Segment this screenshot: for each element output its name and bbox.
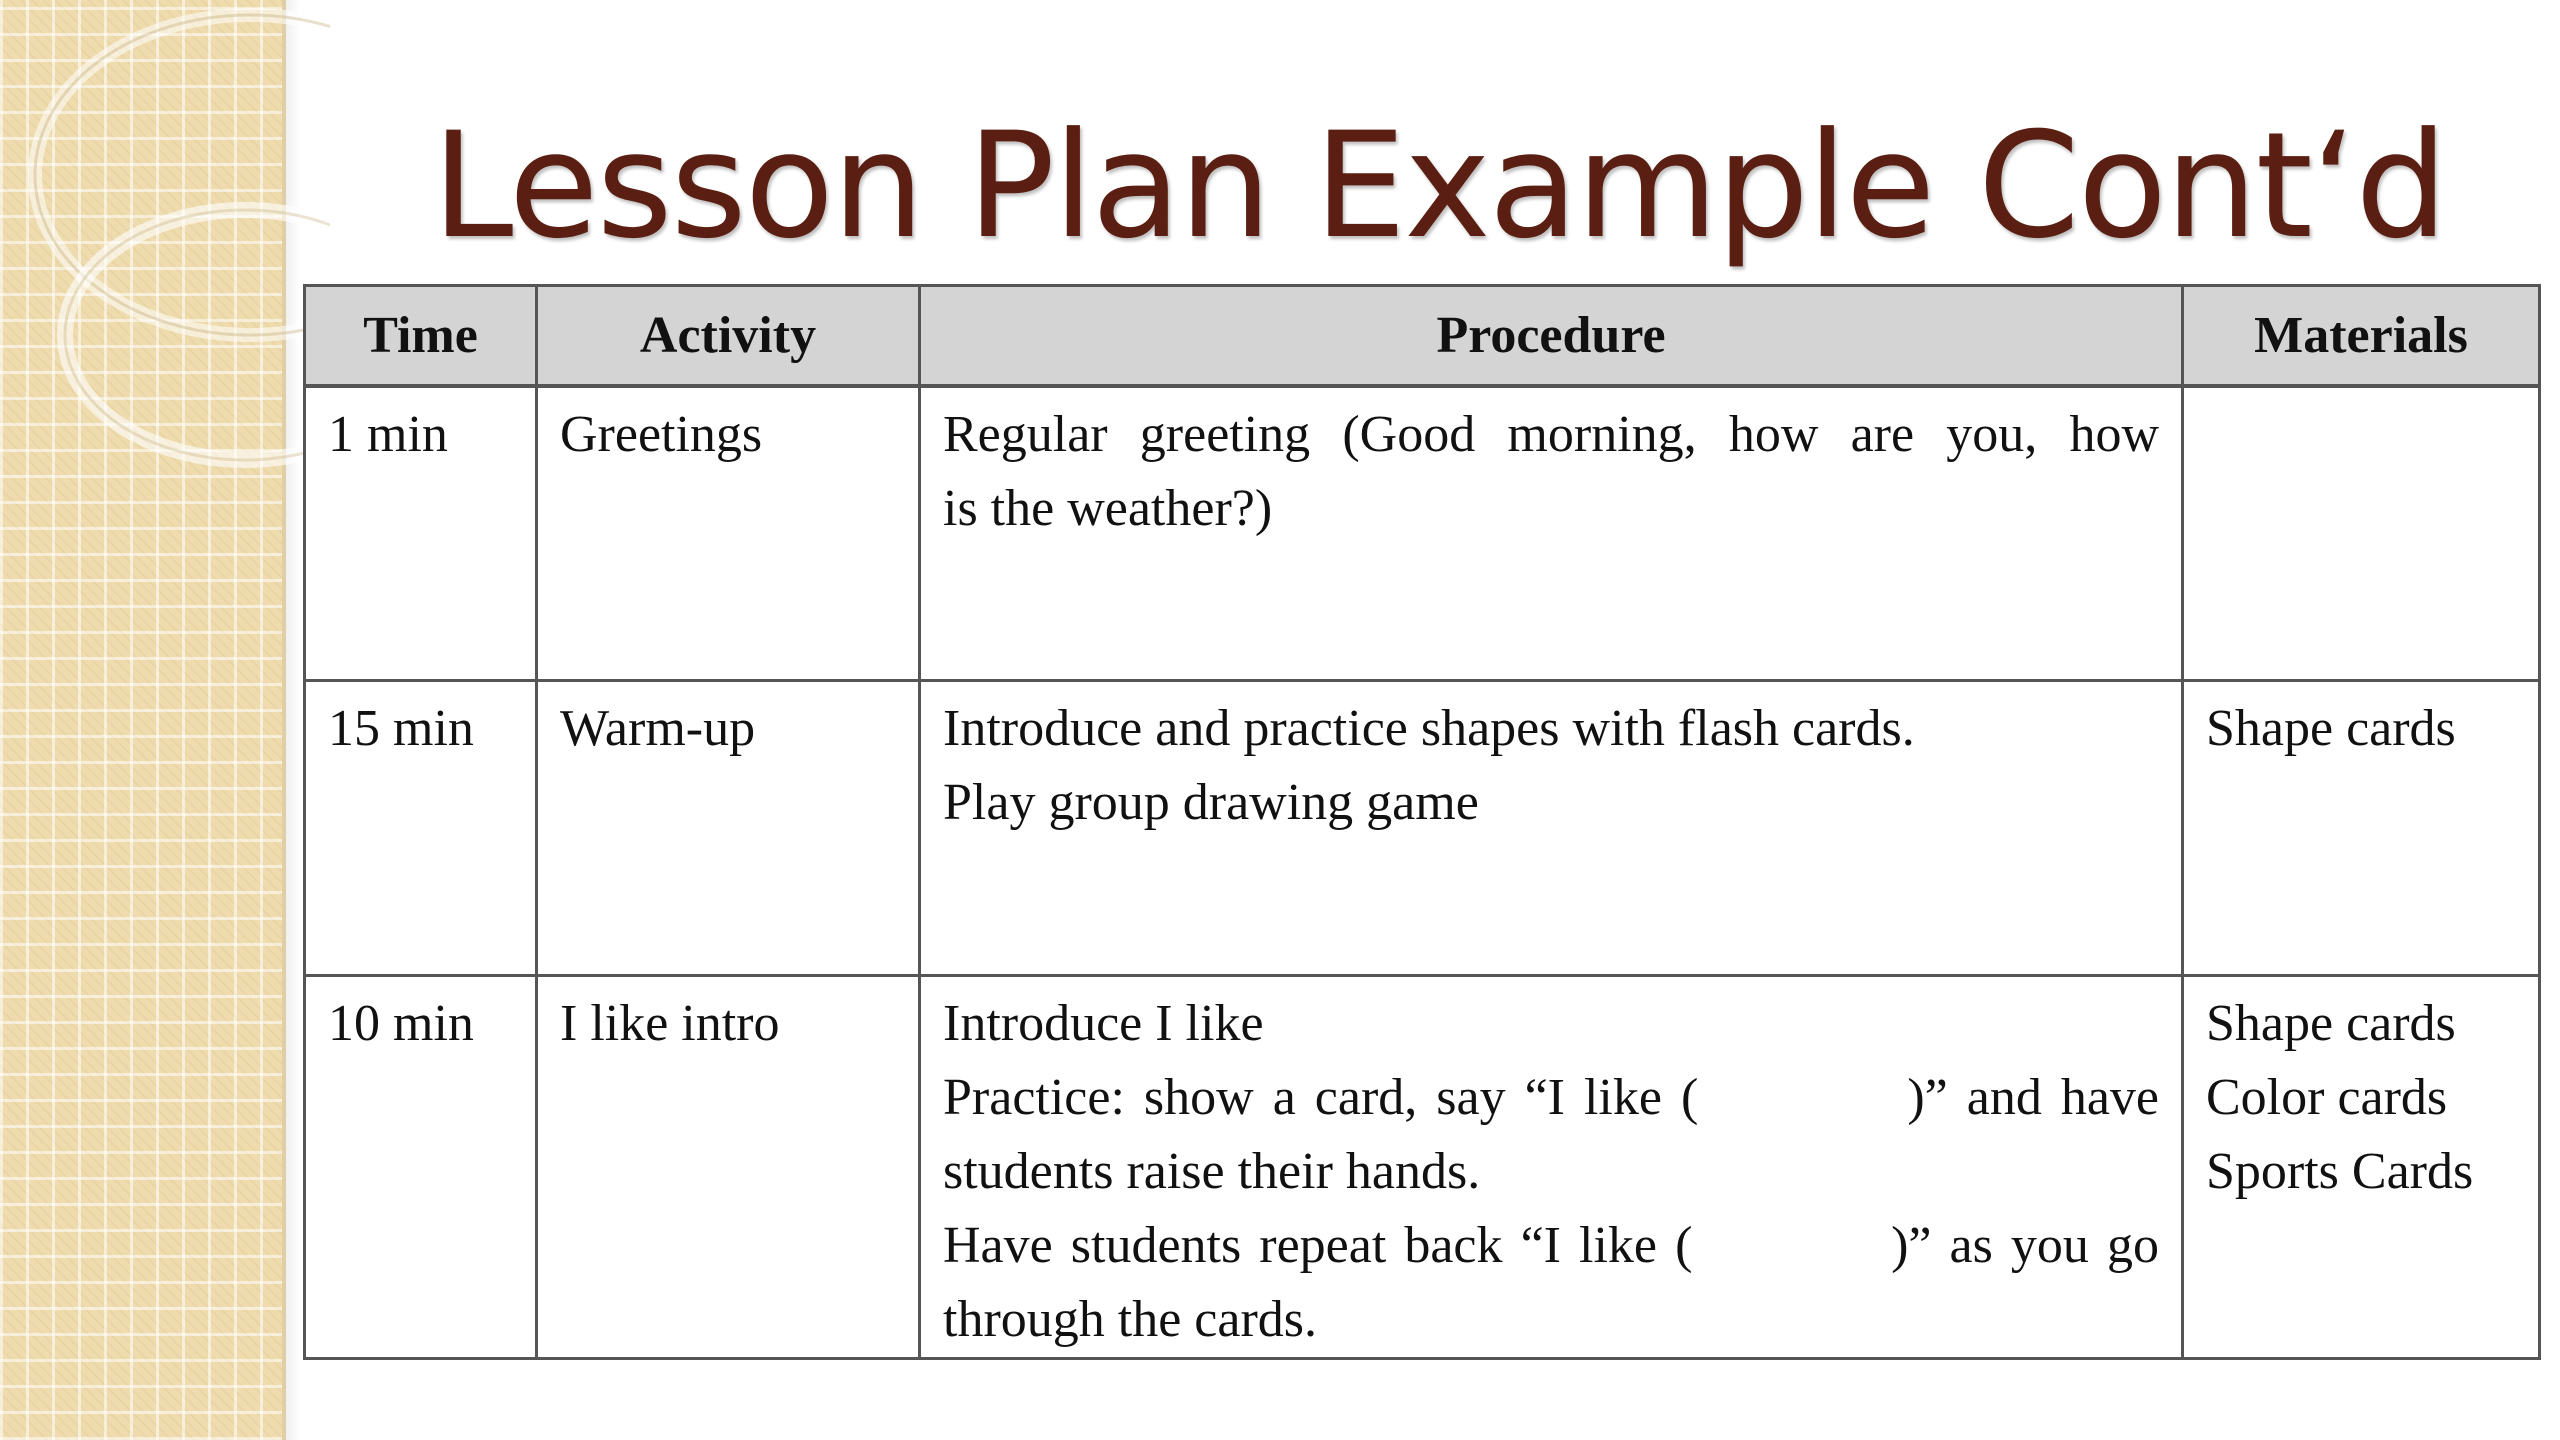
lesson-plan-table bbox=[303, 284, 2541, 1360]
activity-text: I like intro bbox=[560, 995, 780, 1052]
activity-text: Greetings bbox=[560, 405, 763, 463]
materials-item: Shape cards bbox=[2206, 700, 2456, 757]
table-row bbox=[305, 386, 2540, 681]
table-row bbox=[305, 976, 2540, 1359]
header-time: Time bbox=[305, 286, 537, 386]
header-materials: Materials bbox=[2183, 286, 2540, 386]
cell-time bbox=[305, 976, 537, 1359]
procedure-line: Have students repeat back “I like ( )” as you go bbox=[943, 1217, 2159, 1274]
time-text: 1 min bbox=[328, 405, 448, 463]
decorative-rings bbox=[0, 0, 330, 520]
header-activity: Activity bbox=[537, 286, 920, 386]
cell-activity bbox=[537, 386, 920, 681]
cell-procedure bbox=[920, 976, 2183, 1359]
slide-title: Lesson Plan Example Cont‘d bbox=[432, 101, 2446, 271]
procedure-line: Play group drawing game bbox=[943, 774, 1479, 831]
time-text: 10 min bbox=[328, 995, 474, 1052]
procedure-line: Introduce and practice shapes with flash cards. bbox=[943, 700, 1915, 757]
table-row bbox=[305, 681, 2540, 976]
cell-activity bbox=[537, 976, 920, 1359]
cell-activity bbox=[537, 681, 920, 976]
procedure-line: students raise their hands. bbox=[943, 1143, 1481, 1200]
header-procedure: Procedure bbox=[920, 286, 2183, 386]
materials-item: Shape cards bbox=[2206, 995, 2456, 1052]
time-text: 15 min bbox=[328, 700, 474, 757]
procedure-line: Regular greeting (Good morning, how are you, how bbox=[943, 405, 2159, 463]
cell-materials bbox=[2183, 681, 2540, 976]
cell-procedure bbox=[920, 386, 2183, 681]
procedure-line: Practice: show a card, say “I like ( )” and have bbox=[943, 1069, 2159, 1126]
materials-item: Color cards bbox=[2206, 1069, 2448, 1126]
cell-materials bbox=[2183, 976, 2540, 1359]
procedure-line: through the cards. bbox=[943, 1291, 1318, 1348]
activity-text: Warm-up bbox=[560, 700, 756, 757]
procedure-line: is the weather?) bbox=[943, 479, 1273, 537]
cell-procedure bbox=[920, 681, 2183, 976]
table-header-row bbox=[305, 286, 2540, 386]
materials-item: Sports Cards bbox=[2206, 1143, 2474, 1200]
cell-time bbox=[305, 681, 537, 976]
procedure-line: Introduce I like bbox=[943, 995, 1264, 1052]
cell-time bbox=[305, 386, 537, 681]
cell-materials bbox=[2183, 386, 2540, 681]
